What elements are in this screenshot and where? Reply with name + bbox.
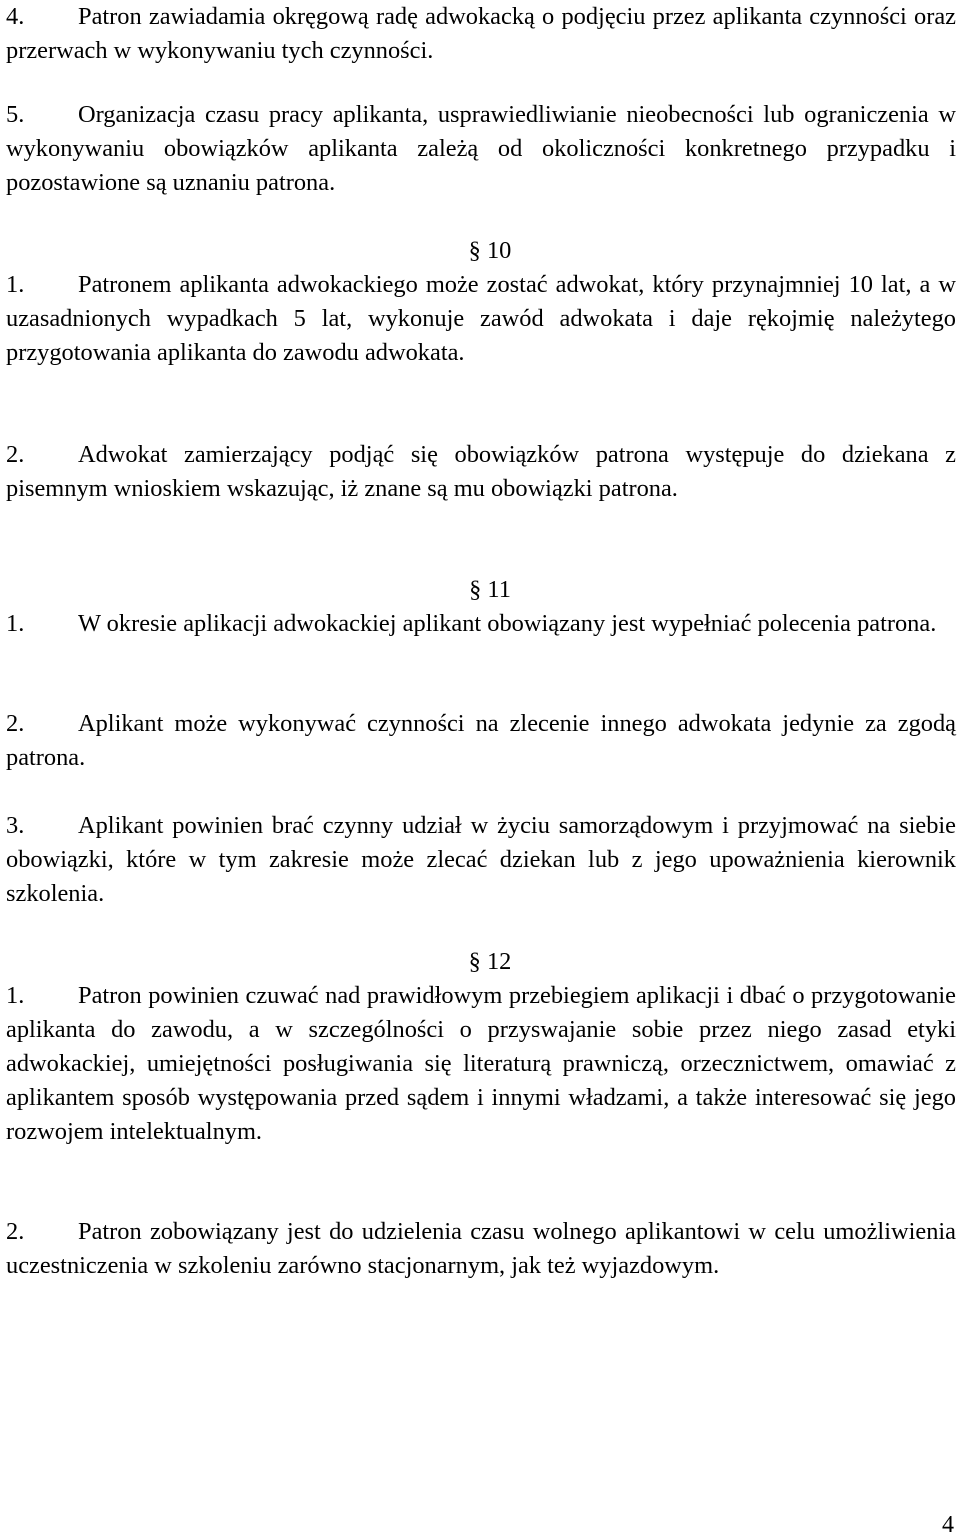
paragraph-number: 1. (6, 982, 25, 1009)
section-heading-10: § 10 (468, 237, 512, 264)
section-12-paragraph-2 (6, 1215, 956, 1283)
section-11-paragraph-3 (6, 809, 956, 911)
paragraph-text: W okresie aplikacji adwokackiej aplikant obowiązany jest wypełniać polecenia patrona. (78, 610, 937, 637)
section-heading-12: § 12 (468, 948, 512, 975)
paragraph-text: Aplikant powinien brać czynny udział w życiu samorządowym i przyjmować na siebie obowiązki, które w tym zakresie może zlecać dziekan lub z jego upoważnienia kierownik szkolenia. (6, 812, 956, 907)
paragraph-number: 3. (6, 812, 25, 839)
paragraph-number: 2. (6, 441, 25, 468)
paragraph-text: Patron zawiadamia okręgową radę adwokacką o podjęciu przez aplikanta czynności oraz przerwach w wykonywaniu tych czynności. (6, 3, 956, 64)
section-10-paragraph-1 (6, 268, 956, 370)
paragraph-text: Adwokat zamierzający podjąć się obowiązków patrona występuje do dziekana z pisemnym wnioskiem wskazując, iż znane są mu obowiązki patrona. (6, 441, 956, 502)
paragraph-text: Patronem aplikanta adwokackiego może zostać adwokat, który przynajmniej 10 lat, a w uzasadnionych wypadkach 5 lat, wykonuje zawód adwokata i daje rękojmię należytego przygotowania aplikanta do zawodu adwokata. (6, 271, 956, 366)
paragraph-text: Organizacja czasu pracy aplikanta, usprawiedliwianie nieobecności lub ograniczenia w wykonywaniu obowiązków aplikanta zależą od okoliczności konkretnego przypadku i pozostawione są uznaniu patrona. (6, 101, 956, 196)
section-11-paragraph-2 (6, 707, 956, 775)
paragraph-number: 2. (6, 1218, 25, 1245)
paragraph-text: Patron powinien czuwać nad prawidłowym przebiegiem aplikacji i dbać o przygotowanie aplikanta do zawodu, a w szczególności o przyswajanie sobie przez niego zasad etyki adwokackiej, umiejętności posługiwania się literaturą prawniczą, orzecznictwem, omawiać z aplikantem sposób występowania przed sądem i innymi władzami, a także interesować się jego rozwojem intelektualnym. (6, 982, 956, 1145)
section-12-paragraph-1 (6, 979, 956, 1149)
paragraph-number: 2. (6, 710, 25, 737)
paragraph-number: 1. (6, 271, 25, 298)
section-heading-11: § 11 (469, 576, 511, 603)
paragraph-text: Patron zobowiązany jest do udzielenia czasu wolnego aplikantowi w celu umożliwienia uczestniczenia w szkoleniu zarówno stacjonarnym, jak też wyjazdowym. (6, 1218, 956, 1279)
paragraph-text: Aplikant może wykonywać czynności na zlecenie innego adwokata jedynie za zgodą patrona. (6, 710, 956, 771)
section-10-paragraph-2 (6, 438, 956, 506)
paragraph-number: 4. (6, 3, 25, 30)
paragraph-number: 1. (6, 610, 25, 637)
paragraph-4 (6, 0, 956, 68)
paragraph-number: 5. (6, 101, 25, 128)
section-11-paragraph-1 (6, 607, 956, 641)
page-number: 4 (942, 1512, 954, 1538)
paragraph-5 (6, 98, 956, 200)
